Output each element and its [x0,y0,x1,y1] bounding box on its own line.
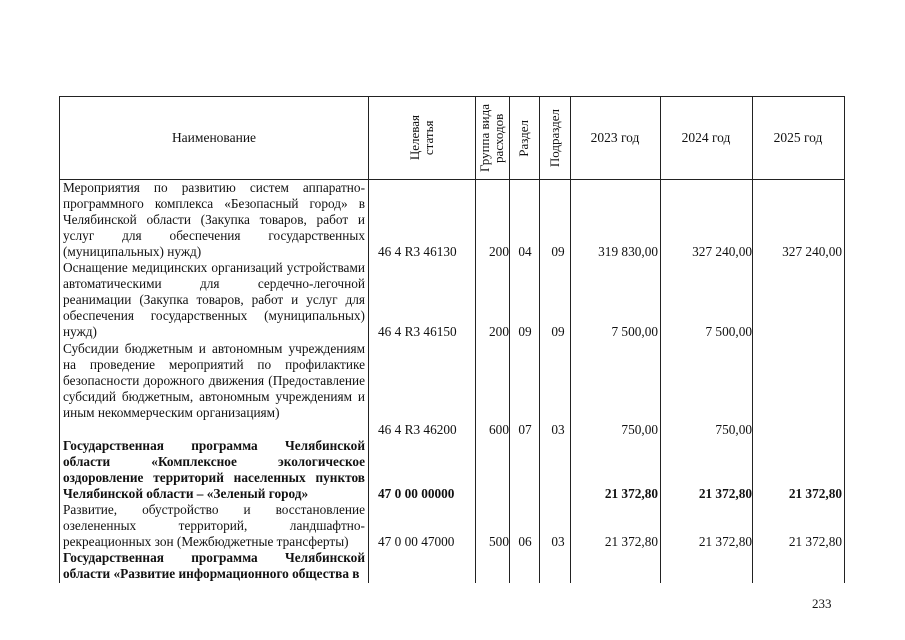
row-subsection: 09 [551,324,565,339]
row-value-2023: 7 500,00 [611,324,658,339]
row-code: 47 0 00 47000 [378,534,455,549]
row-subsection: 03 [551,534,565,549]
header-section-label: Раздел [516,119,531,157]
row-value-2024: 750,00 [715,422,752,437]
row-group: 500 [489,534,509,549]
header-section [509,97,539,179]
row-value-2023: 21 372,80 [604,486,658,501]
row-value-2024: 21 372,80 [698,486,752,501]
row-section: 04 [518,244,532,259]
row-code: 46 4 R3 46150 [378,324,457,339]
row-name: Государственная программа Челябинской области «Развитие информационного общества в [63,550,365,582]
row-code: 47 0 00 00000 [378,486,455,501]
row-subsection: 09 [551,244,565,259]
row-name: Государственная программа Челябинской области «Комплексное экологическое оздоровление территорий населенных пунктов Челябинской области – «Зеленый город» [63,438,365,502]
row-value-2023: 750,00 [621,422,658,437]
row-code: 46 4 R3 46200 [378,422,457,437]
row-section: 06 [518,534,532,549]
header-name: Наименование [171,130,257,145]
row-code: 46 4 R3 46130 [378,244,457,259]
header-year-2023: 2023 год [590,130,640,145]
row-section: 07 [518,422,532,437]
budget-table [59,96,845,583]
header-code [368,97,475,179]
row-group: 600 [489,422,509,437]
header-year-2025: 2025 год [773,130,823,145]
row-subsection: 03 [551,422,565,437]
row-group: 200 [489,244,509,259]
row-value-2023: 21 372,80 [604,534,658,549]
row-section: 09 [518,324,532,339]
row-name: Субсидии бюджетным и автономным учреждениям на проведение мероприятий по профилактике безопасности дорожного движения (Предоставление субсидий бюджетным, автономным учреждениям и иным некоммерческим организациям) [63,341,365,421]
row-name: Развитие, обустройство и восстановление озелененных территорий, ландшафтно-рекреационных зон (Межбюджетные трансферты) [63,502,365,550]
header-code-label: Целевая статья [406,115,436,161]
header-group-label: Группа вида расходов [477,104,506,172]
header-year-2024: 2024 год [681,130,731,145]
row-value-2025: 327 240,00 [782,244,842,259]
row-name: Оснащение медицинских организаций устройствами автоматическими для сердечно-легочной реанимации (Закупка товаров, работ и услуг для обеспечения государственных (муниципальных) нужд) [63,260,365,340]
header-group [475,97,509,179]
row-group: 200 [489,324,509,339]
row-value-2024: 327 240,00 [692,244,752,259]
row-value-2024: 21 372,80 [698,534,752,549]
header-subsection [539,97,570,179]
row-value-2025: 21 372,80 [788,486,842,501]
page-number: 233 [812,596,832,611]
row-name: Мероприятия по развитию систем аппаратно-программного комплекса «Безопасный город» в Челябинской области (Закупка товаров, работ и услуг для обеспечения государственных (муниципальных) нужд) [63,180,365,260]
header-subsection-label: Подраздел [546,108,562,168]
row-value-2025: 21 372,80 [788,534,842,549]
row-value-2023: 319 830,00 [598,244,658,259]
row-value-2024: 7 500,00 [705,324,752,339]
